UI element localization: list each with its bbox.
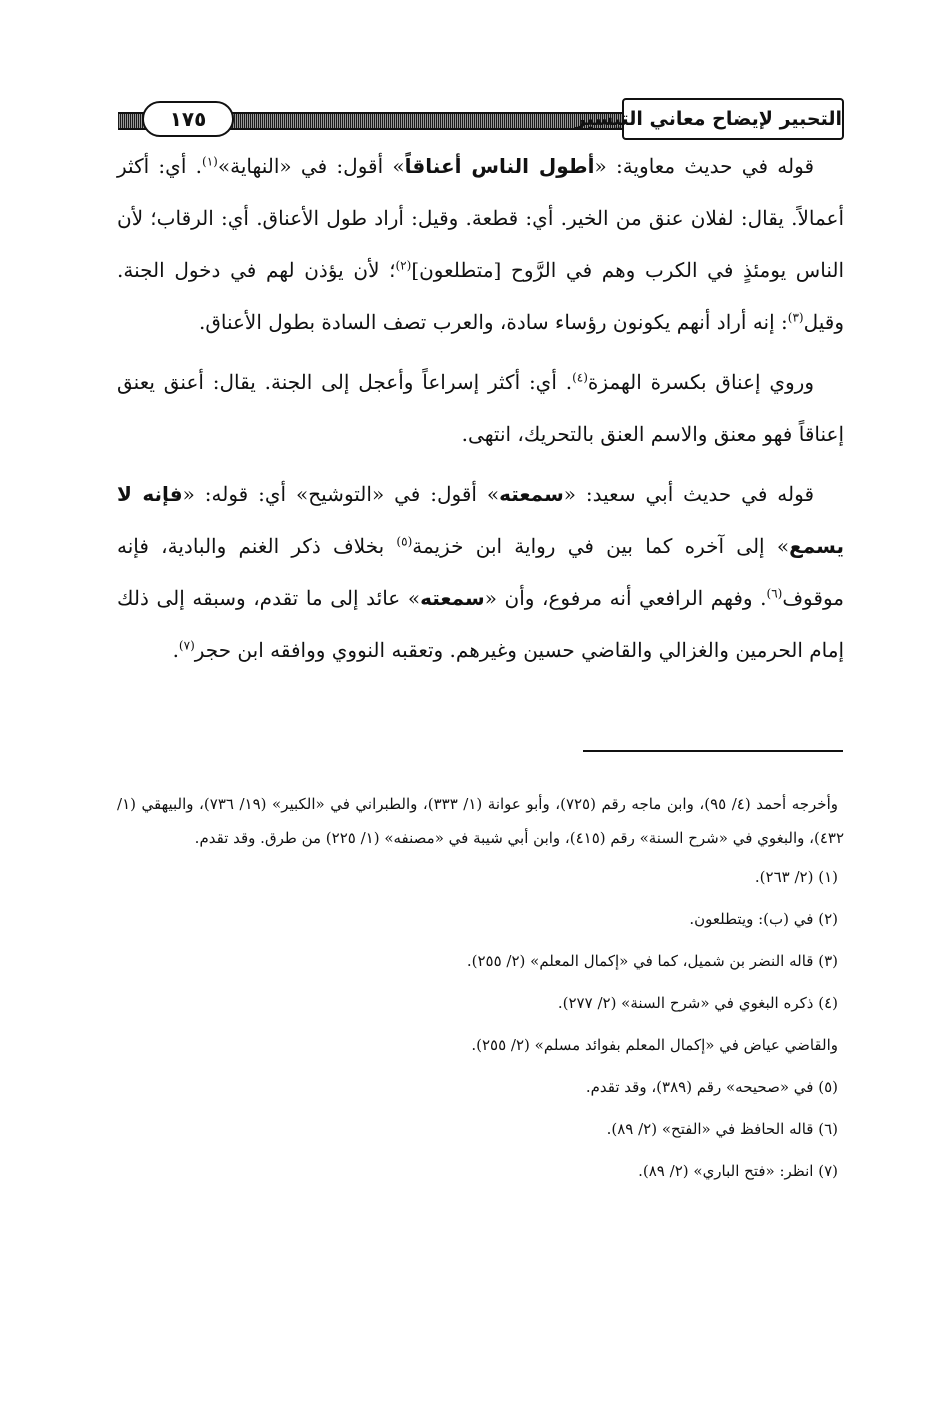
footnote-4: (٤) ذكره البغوي في «شرح السنة» (٢/ ٢٧٧). — [557, 994, 838, 1012]
footnote-6: (٦) قاله الحافظ في «الفتح» (٢/ ٨٩). — [606, 1120, 838, 1138]
text-run: . أي: أكثر أعمالاً. يقال: لفلان عنق من الخير. أي: قطعة. وقيل: أراد طول الأعناق. أي: الرقاب؛ لأن الناس يومئذٍ في الكرب وهم في الرَّوح [متطلعون] — [117, 154, 845, 282]
footnote-5: (٥) في «صحيحه» رقم (٣٨٩)، وقد تقدم. — [585, 1078, 838, 1096]
text-run: » إلى آخره كما بين في رواية ابن خزيمة — [412, 534, 790, 558]
footnote-ref-6[interactable]: (٦) — [766, 586, 783, 601]
footnote-ref-7[interactable]: (٧) — [178, 638, 195, 653]
footnote-separator — [583, 750, 843, 752]
footnote-ref-2[interactable]: (٢) — [395, 258, 412, 273]
footnote-ref-3[interactable]: (٣) — [787, 310, 804, 325]
footnote-continuation: وأخرجه أحمد (٤/ ٩٥)، وابن ماجه رقم (٧٢٥)، وأبو عوانة (١/ ٣٣٣)، والطبراني في «الكبير» (١٩/ ٧٣٦)، والبيهقي (١/ ٤٣٢)، والبغوي في «شرح السنة» رقم (٤١٥)، وابن أبي شيبة في «مصنفه» (١/ ٢٢٥) من طرق. وقد تقدم. — [117, 795, 844, 847]
text-run: » عائد إلى ما تقدم، وسبقه إلى ذلك إمام الحرمين والغزالي والقاضي حسين وغيرهم. وتعقبه النووي ووافقه ابن حجر — [117, 586, 844, 662]
page-header — [118, 98, 844, 144]
footnote-1: (١) (٢/ ٢٦٣). — [754, 868, 838, 886]
bold-quote: سمعته — [499, 482, 564, 506]
bold-quote: فإنه لا يسمع — [117, 482, 844, 558]
text-run: » أقول: في «النهاية» — [217, 154, 405, 178]
footnote-ref-1[interactable]: (١) — [202, 154, 218, 169]
footnote-ref-4[interactable]: (٤) — [572, 370, 588, 385]
text-run: . — [172, 638, 179, 662]
text-run: : إنه أراد أنهم يكونون رؤساء سادة، والعرب تصف السادة بطول الأعناق. — [198, 310, 788, 334]
text-run: ؛ لأن يؤذن لهم في دخول الجنة. وقيل — [117, 258, 844, 334]
page-number: ١٧٥ — [142, 101, 234, 137]
text-run: قوله في حديث أبي سعيد: « — [563, 482, 814, 506]
text-run: قوله في حديث معاوية: « — [594, 154, 815, 178]
paragraph-3 — [117, 468, 844, 676]
main-text — [117, 140, 844, 684]
footnote-3: (٣) قاله النضر بن شميل، كما في «إكمال المعلم» (٢/ ٢٥٥). — [466, 952, 838, 970]
text-run: . أي: أكثر إسراعاً وأعجل إلى الجنة. يقال: أعنق يعنق إعناقاً فهو معنق والاسم العنق بالتحريك، انتهى. — [117, 370, 844, 446]
text-run: . وفهم الرافعي أنه مرفوع، وأن « — [484, 586, 767, 610]
bold-quote: أطول الناس أعناقاً — [404, 154, 595, 178]
paragraph-2 — [117, 356, 844, 460]
footnote-7: (٧) انظر: «فتح الباري» (٢/ ٨٩). — [638, 1162, 838, 1180]
text-run: بخلاف ذكر الغنم والبادية، فإنه موقوف — [117, 534, 844, 610]
footnote-ref-5[interactable]: (٥) — [396, 534, 413, 549]
bold-quote: سمعته — [420, 586, 485, 610]
book-title: التحبير لإيضاح معاني التيسير — [622, 98, 844, 140]
footnote-4-continued: والقاضي عياض في «إكمال المعلم بفوائد مسلم» (٢/ ٢٥٥). — [471, 1036, 838, 1054]
text-run: وروي إعناق بكسرة الهمزة — [587, 370, 814, 394]
footnote-2: (٢) في (ب): ويتطلعون. — [689, 910, 838, 928]
text-run: » أقول: في «التوشيح» أي: قوله: « — [182, 482, 500, 506]
paragraph-1 — [117, 140, 844, 348]
footnotes — [117, 787, 844, 1196]
